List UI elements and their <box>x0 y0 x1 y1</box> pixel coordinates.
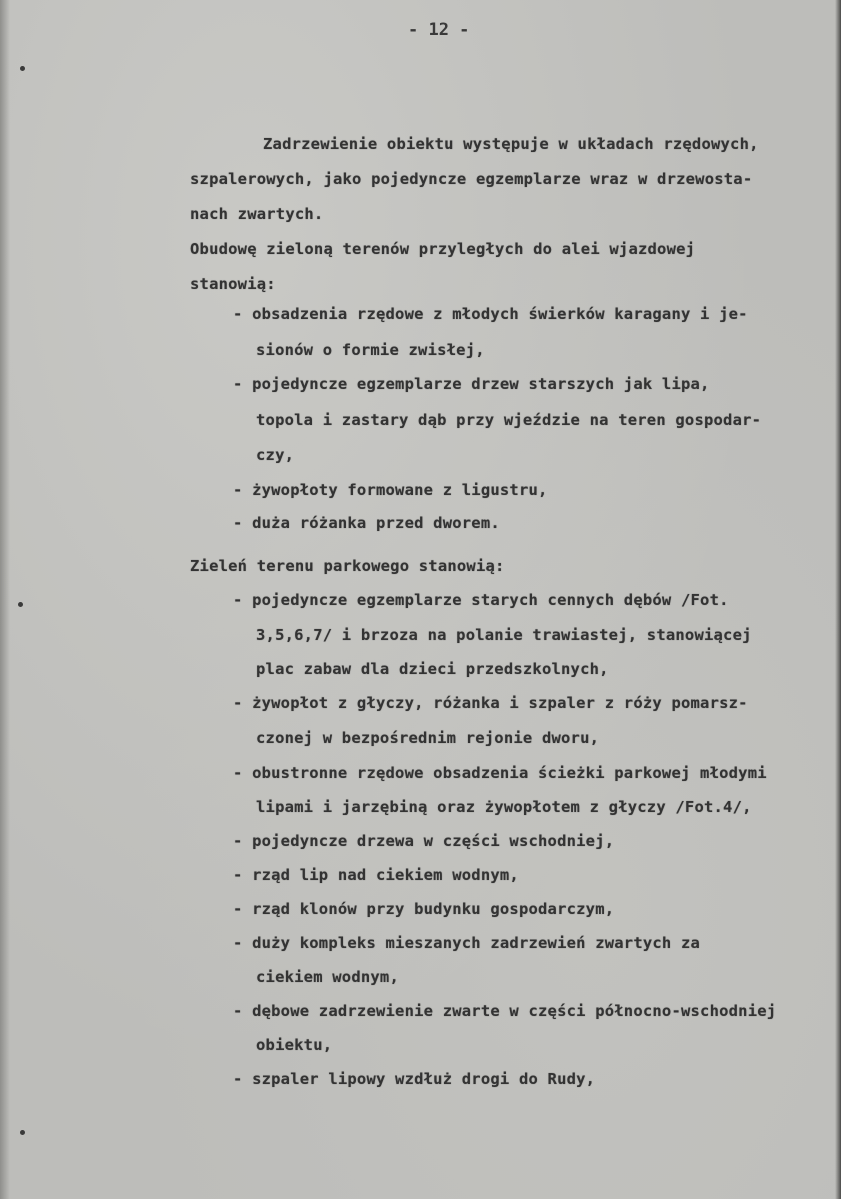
text-line: czonej w bezpośrednim rejonie dworu, <box>256 729 600 747</box>
text-line: Obudowę zieloną terenów przyległych do alei wjazdowej <box>190 240 696 258</box>
list-item: - obsadzenia rzędowe z młodych świerków karagany i je- <box>233 305 748 323</box>
text-line: ciekiem wodnym, <box>256 968 399 986</box>
list-item: - pojedyncze drzewa w części wschodniej, <box>233 832 615 850</box>
binder-hole-mark <box>18 602 23 607</box>
text-line: obiektu, <box>256 1036 333 1054</box>
text-line: Zadrzewienie obiektu występuje w układach rzędowych, <box>263 135 759 153</box>
list-item: - pojedyncze egzemplarze drzew starszych jak lipa, <box>233 375 710 393</box>
list-item: - szpaler lipowy wzdłuż drogi do Rudy, <box>233 1070 596 1088</box>
list-item: - duża różanka przed dworem. <box>233 514 500 532</box>
section-heading: Zieleń terenu parkowego stanowią: <box>190 557 505 575</box>
list-item: - duży kompleks mieszanych zadrzewień zwartych za <box>233 934 701 952</box>
text-line: sionów o formie zwisłej, <box>256 341 485 359</box>
page-left-edge <box>0 0 10 1199</box>
text-line: nach zwartych. <box>190 205 324 223</box>
text-line: 3,5,6,7/ i brzoza na polanie trawiastej, stanowiącej <box>256 626 752 644</box>
list-item: - dębowe zadrzewienie zwarte w części północno-wschodniej <box>233 1002 777 1020</box>
text-line: topola i zastary dąb przy wjeździe na teren gospodar- <box>256 411 762 429</box>
binder-hole-mark <box>20 66 25 71</box>
text-line: szpalerowych, jako pojedyncze egzemplarze wraz w drzewosta- <box>190 170 753 188</box>
text-line: plac zabaw dla dzieci przedszkolnych, <box>256 660 609 678</box>
binder-hole-mark <box>20 1130 25 1135</box>
text-line: stanowią: <box>190 275 276 293</box>
page-number: - 12 - <box>408 20 470 40</box>
list-item: - obustronne rzędowe obsadzenia ścieżki parkowej młodymi <box>233 764 767 782</box>
list-item: - żywopłot z głyczy, różanka i szpaler z róży pomarsz- <box>233 694 748 712</box>
list-item: - pojedyncze egzemplarze starych cennych dębów /Fot. <box>233 591 729 609</box>
text-line: lipami i jarzębiną oraz żywopłotem z głyczy /Fot.4/, <box>256 798 752 816</box>
list-item: - rząd klonów przy budynku gospodarczym, <box>233 900 615 918</box>
list-item: - rząd lip nad ciekiem wodnym, <box>233 866 519 884</box>
list-item: - żywopłoty formowane z ligustru, <box>233 481 548 499</box>
text-line: czy, <box>256 446 295 464</box>
page-right-edge <box>835 0 841 1199</box>
